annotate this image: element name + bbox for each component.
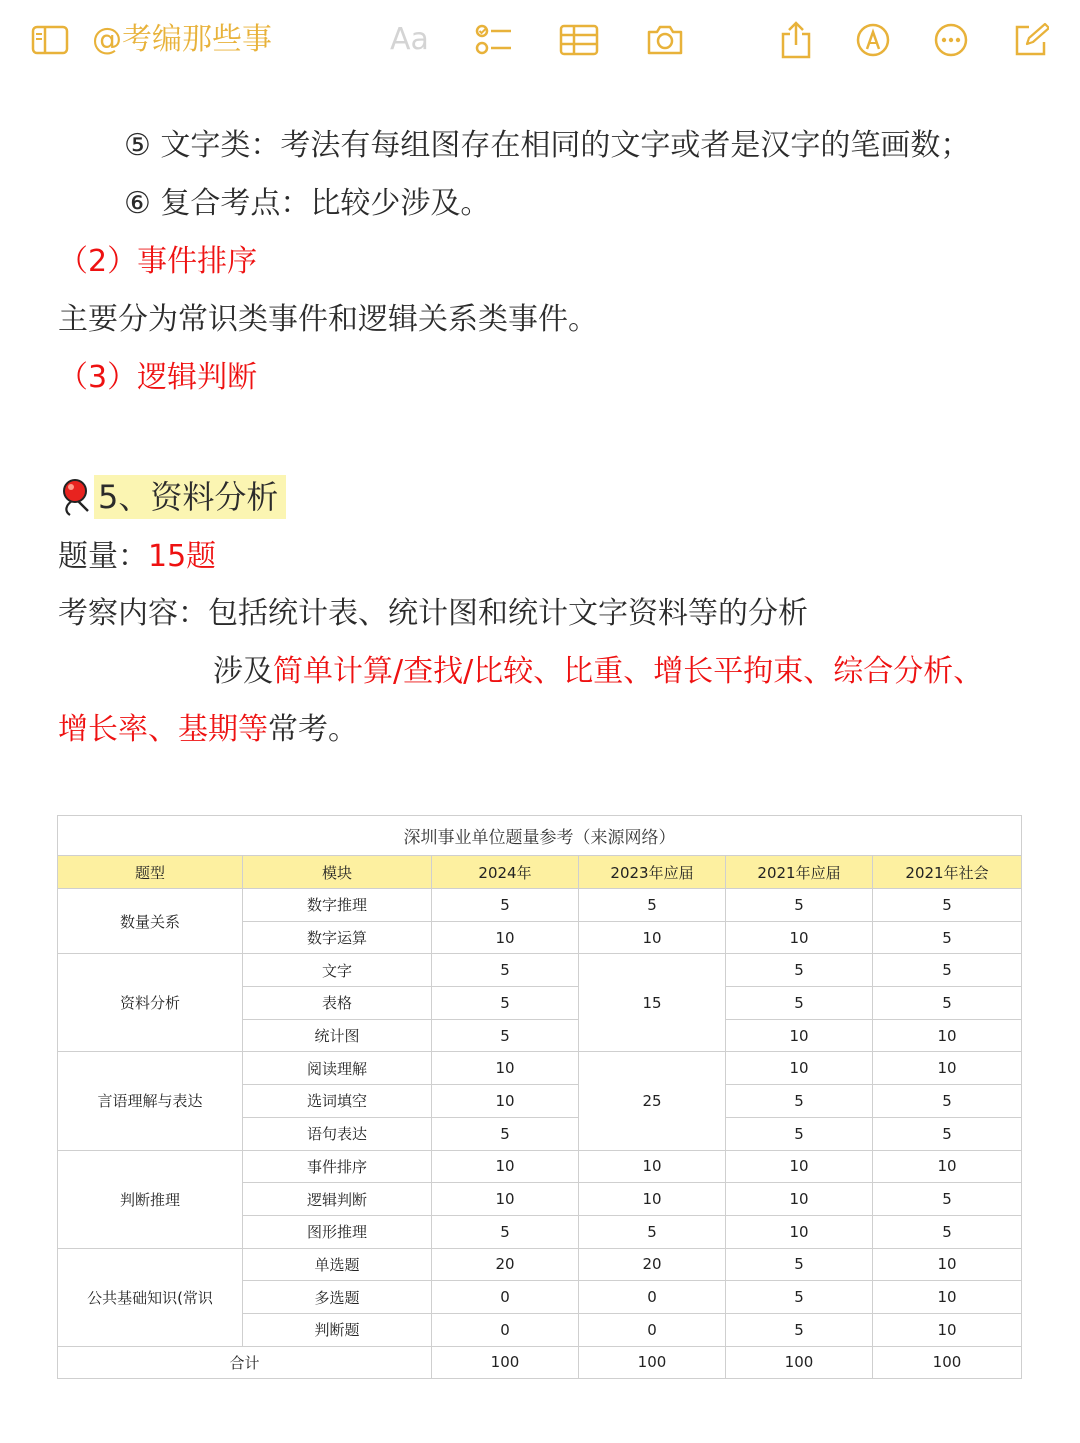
header-cell: 2021年社会: [873, 856, 1022, 889]
item-5-text: ⑤ 文字类：考法有每组图存在相同的文字或者是汉字的笔画数；: [124, 128, 971, 163]
value-cell: 5: [726, 1248, 873, 1281]
value-cell: 5: [873, 954, 1022, 987]
module-cell: 单选题: [243, 1248, 432, 1281]
checklist-icon[interactable]: [474, 20, 514, 60]
table-row: [58, 1052, 1022, 1085]
value-cell: 5: [726, 1313, 873, 1346]
item-6-text: ⑥ 复合考点：比较少涉及。: [124, 186, 491, 221]
module-cell: 数字运算: [243, 921, 432, 954]
merged-value-cell: 25: [579, 1052, 726, 1150]
section-heading: [58, 475, 286, 519]
type-cell: 言语理解与表达: [58, 1052, 243, 1150]
total-row: [58, 1346, 1022, 1378]
share-icon[interactable]: [778, 20, 814, 60]
value-cell: 10: [432, 1052, 579, 1085]
value-cell: 10: [432, 921, 579, 954]
exam-table: [57, 815, 1021, 1379]
involve-line-2: [58, 708, 358, 752]
notes-toolbar: [0, 0, 1080, 80]
value-cell: 10: [873, 1052, 1022, 1085]
table-header-row: [58, 856, 1022, 889]
involve-line-1: [213, 650, 983, 694]
total-label: 合计: [58, 1346, 432, 1378]
total-value-cell: 100: [726, 1346, 873, 1378]
header-cell: 2023年应届: [579, 856, 726, 889]
value-cell: 10: [726, 1019, 873, 1052]
module-cell: 多选题: [243, 1281, 432, 1314]
value-cell: 20: [579, 1248, 726, 1281]
value-cell: 5: [726, 1085, 873, 1118]
value-cell: 5: [432, 1019, 579, 1052]
total-value-cell: 100: [579, 1346, 726, 1378]
value-cell: 5: [726, 1281, 873, 1314]
total-value-cell: 100: [873, 1346, 1022, 1378]
markup-icon[interactable]: [854, 20, 892, 60]
value-cell: 5: [873, 1183, 1022, 1216]
sidebar-icon[interactable]: [30, 20, 70, 60]
value-cell: 5: [432, 954, 579, 987]
module-cell: 表格: [243, 987, 432, 1020]
value-cell: 10: [579, 921, 726, 954]
table-icon[interactable]: [558, 20, 600, 60]
value-cell: 10: [579, 1183, 726, 1216]
module-cell: 图形推理: [243, 1215, 432, 1248]
header-cell: 2021年应届: [726, 856, 873, 889]
value-cell: 0: [579, 1281, 726, 1314]
more-icon[interactable]: [932, 20, 970, 60]
value-cell: 10: [432, 1183, 579, 1216]
value-cell: 5: [873, 1085, 1022, 1118]
value-cell: 5: [432, 987, 579, 1020]
content-desc: 考察内容：包括统计表、统计图和统计文字资料等的分析: [58, 596, 808, 631]
pin-icon: [58, 477, 94, 517]
module-cell: 逻辑判断: [243, 1183, 432, 1216]
value-cell: 10: [873, 1313, 1022, 1346]
type-cell: 资料分析: [58, 954, 243, 1052]
value-cell: 10: [873, 1248, 1022, 1281]
type-cell: 公共基础知识(常识: [58, 1248, 243, 1346]
value-cell: 5: [579, 889, 726, 922]
value-cell: 10: [726, 921, 873, 954]
value-cell: 0: [432, 1281, 579, 1314]
module-cell: 选词填空: [243, 1085, 432, 1118]
value-cell: 0: [432, 1313, 579, 1346]
value-cell: 10: [873, 1019, 1022, 1052]
value-cell: 5: [432, 1117, 579, 1150]
table-row: [58, 889, 1022, 922]
module-cell: 判断题: [243, 1313, 432, 1346]
value-cell: 5: [726, 889, 873, 922]
question-count: [58, 535, 216, 579]
header-cell: 2024年: [432, 856, 579, 889]
value-cell: 5: [873, 987, 1022, 1020]
table-row: [58, 1248, 1022, 1281]
merged-value-cell: 15: [579, 954, 726, 1052]
compose-icon[interactable]: [1012, 20, 1050, 60]
heading-event-order: （2）事件排序: [58, 244, 258, 279]
table-row: [58, 1150, 1022, 1183]
involve-topics-1: 简单计算/查找/比较、比重、增长平拘束、综合分析、: [273, 654, 984, 689]
value-cell: 0: [579, 1313, 726, 1346]
module-cell: 数字推理: [243, 889, 432, 922]
value-cell: 10: [873, 1281, 1022, 1314]
value-cell: 5: [873, 1215, 1022, 1248]
involve-topics-2: 增长率、基期等: [58, 712, 268, 747]
header-cell: 题型: [58, 856, 243, 889]
module-cell: 事件排序: [243, 1150, 432, 1183]
type-cell: 数量关系: [58, 889, 243, 954]
format-button[interactable]: Aa: [390, 22, 429, 57]
type-cell: 判断推理: [58, 1150, 243, 1248]
value-cell: 5: [726, 1117, 873, 1150]
module-cell: 统计图: [243, 1019, 432, 1052]
value-cell: 5: [873, 889, 1022, 922]
value-cell: 5: [873, 1117, 1022, 1150]
author-label: @考编那些事: [92, 22, 272, 57]
section-title: 5、资料分析: [94, 475, 286, 519]
value-cell: 5: [579, 1215, 726, 1248]
value-cell: 5: [432, 889, 579, 922]
header-cell: 模块: [243, 856, 432, 889]
table-caption: 深圳事业单位题量参考（来源网络）: [58, 816, 1022, 856]
involve-prefix: 涉及: [213, 654, 273, 689]
value-cell: 10: [579, 1150, 726, 1183]
event-order-desc: 主要分为常识类事件和逻辑关系类事件。: [58, 302, 598, 337]
module-cell: 语句表达: [243, 1117, 432, 1150]
value-cell: 10: [726, 1183, 873, 1216]
module-cell: 阅读理解: [243, 1052, 432, 1085]
value-cell: 20: [432, 1248, 579, 1281]
value-cell: 10: [432, 1150, 579, 1183]
value-cell: 10: [726, 1215, 873, 1248]
heading-logic-judgment: （3）逻辑判断: [58, 360, 258, 395]
value-cell: 5: [432, 1215, 579, 1248]
total-value-cell: 100: [432, 1346, 579, 1378]
value-cell: 10: [726, 1150, 873, 1183]
value-cell: 5: [873, 921, 1022, 954]
value-cell: 5: [726, 954, 873, 987]
involve-suffix: 常考。: [268, 712, 358, 747]
value-cell: 10: [873, 1150, 1022, 1183]
value-cell: 10: [726, 1052, 873, 1085]
camera-icon[interactable]: [644, 20, 686, 60]
question-count-label: 题量：: [58, 539, 148, 574]
value-cell: 5: [726, 987, 873, 1020]
value-cell: 10: [432, 1085, 579, 1118]
module-cell: 文字: [243, 954, 432, 987]
table-row: [58, 954, 1022, 987]
question-count-value: 15题: [148, 539, 217, 574]
